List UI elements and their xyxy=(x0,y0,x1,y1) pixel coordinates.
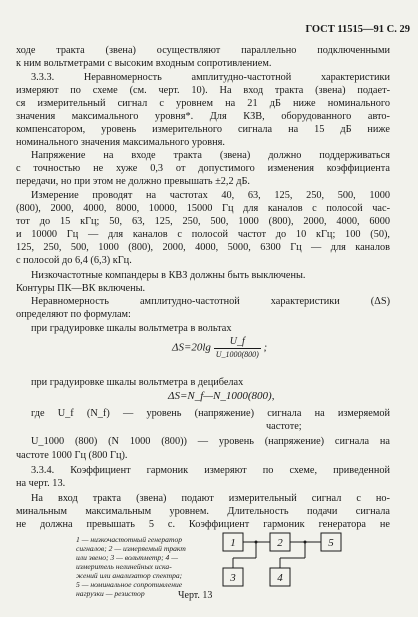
text-line: Низкочастотные компандеры в КВЗ должны быть выключены. xyxy=(31,270,306,281)
text-line: при градуировке шкалы вольтметра в вольтах xyxy=(31,323,232,334)
text-line: Неравномерность амплитудно-частотной характеристики (ΔS) xyxy=(31,296,390,307)
text-line: (800), 2000, 4000, 8000, 10000, 15000 Гц для каналов с полосой час- xyxy=(16,203,390,214)
page-header: ГОСТ 11515—91 С. 29 xyxy=(305,24,410,35)
text-line: ся измерительный сигнал с уровнем на 21 дБ ниже номинального xyxy=(16,98,390,109)
text-line: и 10000 Гц — для каналов с полосой частот до 10 кГц; 100 (50), xyxy=(16,229,390,240)
formula-tail: ; xyxy=(263,341,268,354)
text-line: частоте 1000 Гц (800 Гц). xyxy=(16,450,128,461)
text-line: с полосой до 6,4 (6,3) кГц. xyxy=(16,255,132,266)
text-line: на черт. 13. xyxy=(16,478,66,489)
block-diagram xyxy=(210,532,360,588)
formula-volts xyxy=(172,336,267,360)
text-line: 3.3.4. Коэффициент гармоник измеряют по схеме, приведенной xyxy=(31,465,390,476)
text-line: На вход тракта (звена) подают измерительный сигнал с но- xyxy=(31,493,390,504)
text-line: Контуры ПК—ВК включены. xyxy=(16,283,146,294)
text-line: где U_f (N_f) — уровень (напряжение) сигнала на измеряемой xyxy=(31,408,390,419)
box-label: 3 xyxy=(230,572,236,584)
formula-fraction xyxy=(214,336,261,360)
text-line: передачи, но при этом не должно превышать ±2,2 дБ. xyxy=(16,176,250,187)
text-line: 125, 250, 500, 1000 (800), 2000, 4000, 5000, 6300 Гц — для каналов xyxy=(16,242,390,253)
text-line: Напряжение на входе тракта (звена) должно поддерживаться xyxy=(31,150,390,161)
text-line: измеряют по схеме (см. черт. 10). На вход тракта (звена) подает- xyxy=(16,85,390,96)
junction-dot xyxy=(255,541,258,544)
legend-line: жений или анализатор спектра; xyxy=(76,571,183,580)
legend-line: измеритель нелинейных иска- xyxy=(76,562,172,571)
text-line: ходе тракта (звена) осуществляют параллельно подключенными xyxy=(16,45,390,56)
text-line: с точностью не хуже 0,3 от допустимого изменения коэффициента xyxy=(16,163,390,174)
box-label: 4 xyxy=(277,572,283,584)
text-line: минальным максимальным уровнем. Длительность подачи сигнала xyxy=(16,506,390,517)
text-line: тот до 15 кГц; 50, 63, 125, 250, 500, 1000 (800), 2000, 4000, 6000 xyxy=(16,216,390,227)
text-line: при градуировке шкалы вольтметра в децибелах xyxy=(31,377,244,388)
legend-line: 1 — низкочастотный генератор xyxy=(76,535,183,544)
legend-line: или звено; 3 — вольтметр; 4 — xyxy=(76,553,178,562)
legend-line: 5 — номинальное сопротивление xyxy=(76,580,183,589)
text-line: U_1000 (800) (N 1000 (800)) — уровень (напряжение) сигнала на xyxy=(31,436,390,447)
text-line: компенсатором, уровень измерительного сигнала на 15 дБ ниже xyxy=(16,124,390,135)
formula-denominator: U_1000(800) xyxy=(215,350,259,359)
text-line: к ним вольтметрами с высоким входным сопротивлением. xyxy=(16,58,272,69)
formula-lhs: ΔS=20lg xyxy=(172,341,211,354)
legend-line: нагрузки — резистор xyxy=(76,589,145,598)
legend-line: сигналов; 2 — измеряемый тракт xyxy=(76,544,186,553)
box-label: 1 xyxy=(230,537,236,549)
box-label: 2 xyxy=(277,537,283,549)
formula-db: ΔS=N_f—N_1000(800), xyxy=(168,390,275,402)
text-line: не должна превышать 5 с. Коэффициент гармоник генератора не xyxy=(16,519,390,530)
figure-caption: Черт. 13 xyxy=(178,590,213,601)
text-line: 3.3.3. Неравномерность амплитудно-частотной характеристики xyxy=(31,72,390,83)
text-line: Измерение проводят на частотах 40, 63, 125, 250, 500, 1000 xyxy=(31,190,390,201)
text-line: частоте; xyxy=(266,421,302,432)
text-line: номинального значения максимального уровня. xyxy=(16,137,225,148)
box-label: 5 xyxy=(328,537,334,549)
formula-numerator: U_f xyxy=(214,336,261,349)
text-line: определяют по формулам: xyxy=(16,309,131,320)
text-line: значения максимального уровня*. Для КЗВ, оборудованного авто- xyxy=(16,111,390,122)
junction-dot xyxy=(304,541,307,544)
